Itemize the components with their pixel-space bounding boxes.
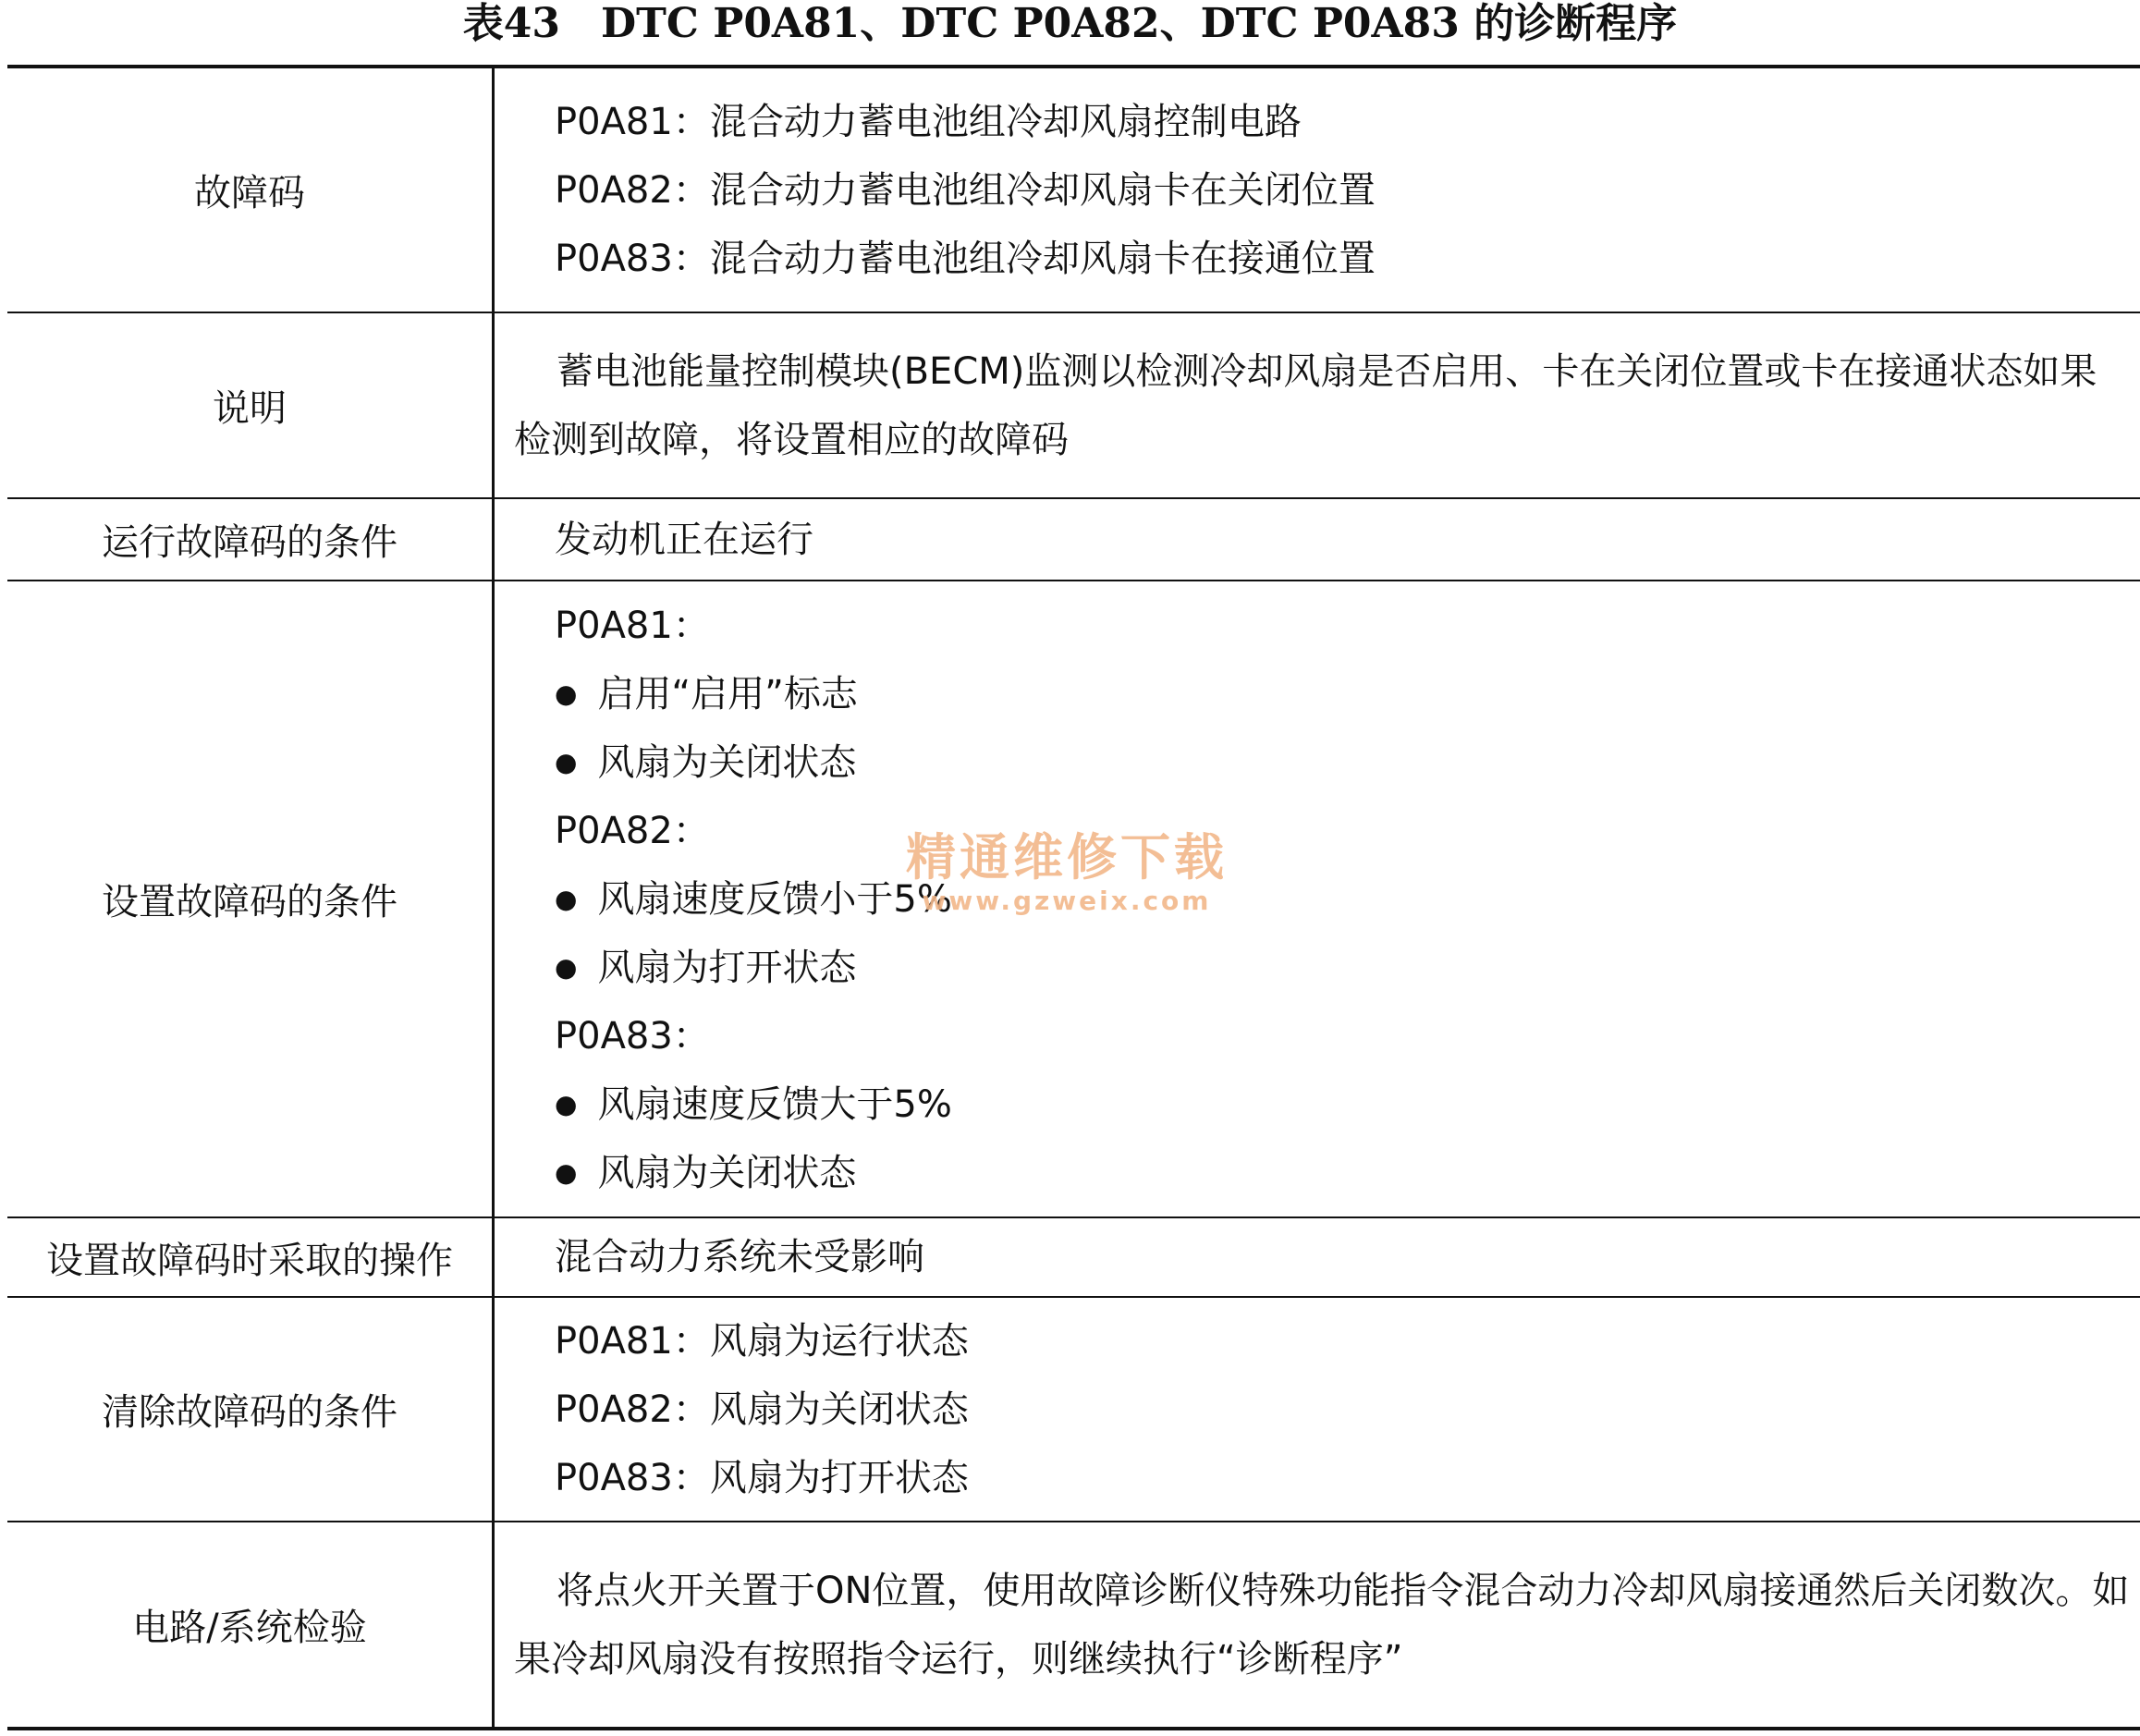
bullet-icon — [555, 1152, 597, 1194]
row-content-action-taken — [512, 1218, 2140, 1296]
dtc-line: P0A82：混合动力蓄电池组冷却风扇卡在关闭位置 — [555, 168, 1376, 212]
watermark — [906, 828, 1228, 915]
watermark-url: www.gzweix.com — [922, 886, 1212, 916]
circuit-check-text: 将点火开关置于ON位置，使用故障诊断仪特殊功能指令混合动力冷却风扇接通然后关闭数次。如果冷却风扇没有按照指令运行，则继续执行“诊断程序” — [514, 1569, 2130, 1681]
row-label-dtc: 故障码 — [194, 172, 305, 214]
list-item — [512, 934, 2140, 1002]
row-label-description: 说明 — [213, 387, 287, 430]
row-content-description — [514, 313, 2140, 497]
clear-condition-line: P0A82：风扇为关闭状态 — [555, 1388, 969, 1431]
list-item — [512, 660, 2140, 728]
list-item-text: 风扇为关闭状态 — [597, 740, 857, 784]
row-content-circuit-check — [514, 1522, 2140, 1727]
row-label-action-taken: 设置故障码时采取的操作 — [46, 1239, 453, 1282]
row-label-clear-conditions: 清除故障码的条件 — [102, 1391, 397, 1434]
dtc-line: P0A81：混合动力蓄电池组冷却风扇控制电路 — [555, 100, 1302, 143]
clear-condition-line: P0A83：风扇为打开状态 — [555, 1456, 969, 1499]
list-item-text: 风扇速度反馈大于5% — [597, 1082, 952, 1126]
list-item: P0A82： — [555, 809, 710, 852]
list-item: P0A83： — [555, 1014, 710, 1057]
bullet-icon — [555, 673, 597, 715]
row-label-set-conditions: 设置故障码的条件 — [102, 881, 397, 923]
bullet-icon — [555, 878, 597, 921]
row-label-run-conditions: 运行故障码的条件 — [102, 521, 397, 564]
row-content-set-conditions — [512, 581, 2140, 1216]
list-item — [512, 728, 2140, 797]
watermark-text: 精通维修下载 — [906, 828, 1228, 886]
table-row — [7, 499, 2140, 580]
table-row — [7, 68, 2140, 312]
table-row — [7, 1218, 2140, 1296]
bullet-icon — [555, 947, 597, 989]
table-title: 表43 DTC P0A81、DTC P0A82、DTC P0A83 的诊断程序 — [462, 0, 1678, 47]
row-label-circuit-check: 电路/系统检验 — [132, 1607, 367, 1649]
dtc-line: P0A83：混合动力蓄电池组冷却风扇卡在接通位置 — [555, 237, 1376, 280]
list-item-text: 风扇为关闭状态 — [597, 1151, 857, 1194]
row-content-clear-conditions — [512, 1298, 2140, 1521]
table-row — [7, 1522, 2140, 1727]
table-bottom-rule — [7, 1727, 2140, 1730]
table-row — [7, 313, 2140, 497]
list-item — [512, 1070, 2140, 1139]
run-condition-line: 发动机正在运行 — [555, 518, 813, 561]
action-line: 混合动力系统未受影响 — [555, 1236, 924, 1278]
list-item-text: 风扇为打开状态 — [597, 946, 857, 989]
list-item-text: 风扇速度反馈小于5% — [597, 877, 952, 921]
list-item — [512, 1139, 2140, 1207]
clear-condition-line: P0A81：风扇为运行状态 — [555, 1319, 969, 1363]
bullet-icon — [555, 1083, 597, 1126]
list-item-text: 启用“启用”标志 — [597, 672, 858, 715]
description-text: 蓄电池能量控制模块(BECM)监测以检测冷却风扇是否启用、卡在关闭位置或卡在接通状态如果检测到故障，将设置相应的故障码 — [514, 349, 2097, 461]
list-item: P0A81： — [555, 604, 710, 647]
list-item — [512, 865, 2140, 934]
row-content-run-conditions — [512, 499, 2140, 580]
table-row — [7, 1298, 2140, 1521]
bullet-icon — [555, 741, 597, 784]
row-content-dtc — [512, 68, 2140, 312]
